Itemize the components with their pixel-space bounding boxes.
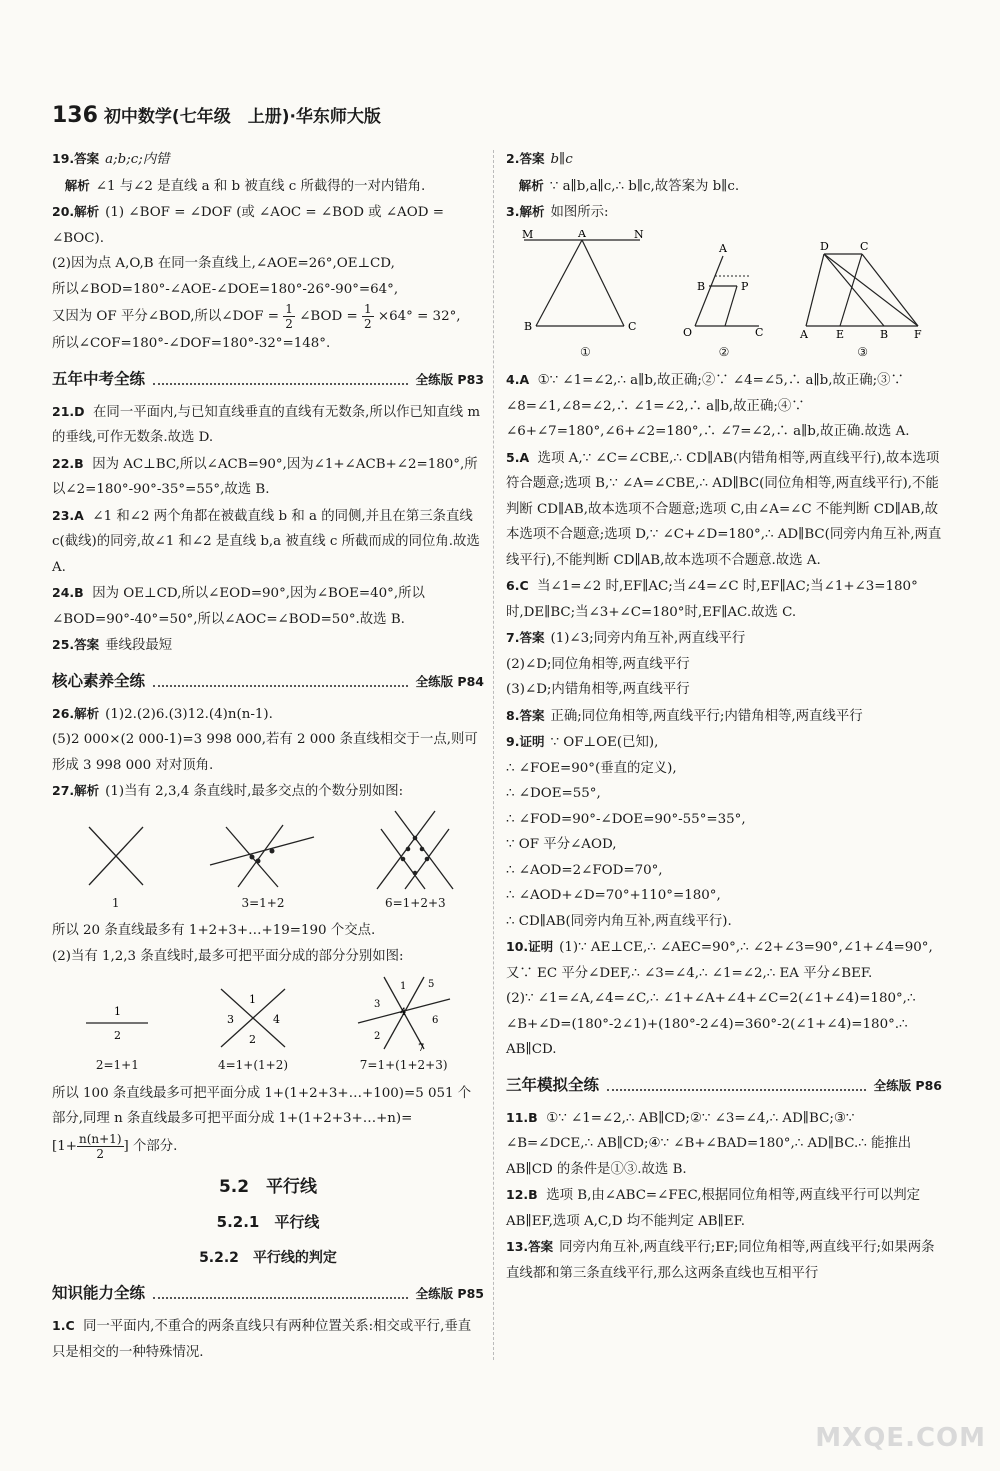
text-line: 又因为 OF 平分∠BOD,所以∠DOF = [52,309,280,324]
answer-text: b∥c [550,152,573,167]
section-ref: 全练版 P84 [415,673,484,689]
svg-text:A: A [799,327,808,340]
q-text: 同一平面内,不重合的两条直线只有两种位置关系:相交或平行,垂直只是相交的一种特殊情况. [52,1319,472,1360]
figure-2-line-regions [213,983,293,1079]
section-ref: 全练版 P85 [415,1286,484,1302]
figure-caption: 3=1+2 [241,895,285,910]
text-line: (1)∠3;同旁内角互补,两直线平行 [550,631,746,646]
text-line: (1)∵ AE⊥CE,∴ ∠AEC=90°,∴ ∠2+∠3=90°,∠1+∠4=90°,又∵ EC 平分∠DEF,∴ ∠3=∠4,∴ ∠1=∠2,∴ EA 平分∠BEF. [506,940,933,981]
q-text: 选项 B,由∠ABC=∠FEC,根据同位角相等,两直线平行可以判定 AB∥EF,选项 A,C,D 均不能判定 AB∥EF. [506,1188,920,1229]
question-22 [52,451,484,503]
analysis-text: ∵ a∥b,a∥c,∴ b∥c,故答案为 b∥c. [549,178,740,194]
svg-text:2: 2 [248,1033,256,1046]
text-line: ∵ OF 平分∠AOD, [506,837,617,852]
question-21 [52,399,484,451]
section-title: 核心素养全练 [52,671,146,690]
text-line: ∴ ∠AOD+∠D=70°+110°=180°, [506,888,721,903]
text-line: ∴ ∠FOE=90°(垂直的定义), [506,760,677,776]
q-number: 7. [506,630,520,645]
svg-text:1: 1 [248,993,256,1006]
q-number: 13. [506,1239,529,1254]
question-9 [506,729,942,934]
proof-tag: 证明 [528,939,554,954]
section-ref: 全练版 P86 [873,1077,942,1093]
analysis-tag: 解析 [519,204,545,219]
text-line: (2)当有 1,2,3 条直线时,最多可把平面分成的部分分别如图: [52,948,404,964]
q-text: 因为 AC⊥BC,所以∠ACB=90°,因为∠1+∠ACB+∠2=180°,所以∠2=180°-90°-35°=55°,故选 B. [52,456,478,497]
one-line-regions-diagram [82,993,152,1053]
svg-text:C: C [859,239,869,253]
svg-text:4: 4 [272,1013,280,1026]
figure-2-lines [81,821,151,917]
frac-den: 2 [285,317,293,331]
text-line: ∵ OF⊥OE(已知), [550,735,659,750]
analysis-tag: 解析 [74,783,100,798]
section-heading-3 [52,1281,484,1307]
question-1 [52,1313,484,1365]
text-line: (3)∠D;内错角相等,两直线平行 [506,682,690,697]
answer-tag: 答案 [519,630,545,645]
question-12 [506,1182,942,1234]
analysis-text: ∠1 与∠2 是直线 a 和 b 被直线 c 所截得的一对内错角. [95,178,426,194]
dot-leader [153,375,408,385]
text-line: ×64° = 32°, [377,309,461,324]
section-title: 三年模拟全练 [506,1075,600,1094]
svg-text:A: A [578,229,587,240]
question-3 [506,199,942,365]
construction-figures [506,230,942,366]
frac-num: 1 [285,302,293,316]
question-4 [506,367,942,445]
q-number: 20. [52,204,75,219]
analysis-tag: 解析 [74,705,100,721]
svg-text:N: N [634,229,644,241]
text-line: (1)2.(2)6.(3)12.(4)n(n-1). [105,706,273,722]
figure-caption: 2=1+1 [95,1058,139,1072]
answer-tag: 答案 [74,151,100,166]
fraction [362,302,374,331]
q-number: 6.C [506,578,529,593]
question-7 [506,625,942,703]
site-watermark: MXQE.COM [815,1423,986,1453]
svg-text:1: 1 [114,1005,122,1018]
text-line: (2)∵ ∠1=∠A,∠4=∠C,∴ ∠1+∠A+∠4+∠C=2(∠1+∠4)=180°,∴ ∠B+∠D=(180°-2∠1)+(180°-2∠4)=360°-2(∠1+∠4)=180°.∴ AB∥CD. [506,991,916,1057]
q-text: 选项 A,∵ ∠C=∠CBE,∴ CD∥AB(内错角相等,两直线平行),故本选项符合题意;选项 B,∵ ∠A=∠CBE,∴ AD∥BC(同位角相等,两直线平行),不能判断 CD∥AB,故本选项不合题意;选项 C,由∠A=∠C 不能判断 CD∥AB,故本选项不合题意;选项 D,∵ ∠C+∠D=180°,∴ AD∥BC(同旁内角互补,两直线平行),不能判断 CD∥AB,故本选项不合题意.故选 A. [506,450,942,568]
svg-text:C: C [754,325,764,339]
proof-tag: 证明 [519,734,545,749]
book-title: 初中数学(七年级 上册)·华东师大版 [103,107,381,127]
svg-text:2: 2 [114,1029,122,1042]
text-line: ∴ ∠DOE=55°, [506,786,601,801]
svg-text:P: P [740,279,749,293]
question-10 [506,934,942,1063]
frac-num: n(n+1) [78,1131,122,1146]
text-line: 所以∠BOD=180°-∠AOE-∠DOE=180°-26°-90°=64°, [52,281,399,297]
q-number: 19. [52,151,75,166]
svg-text:2: 2 [373,1031,381,1042]
q-number: 8. [506,707,520,723]
q-number: 9. [506,734,520,749]
section-heading-2 [52,669,484,695]
fraction [77,1132,124,1161]
four-lines-diagram [375,809,455,891]
svg-text:E: E [835,327,844,340]
question-13 [506,1234,942,1286]
question-11 [506,1105,942,1183]
figure-3-line-regions [354,973,454,1079]
bracket-expression: [1+ $\frac{n(n+1)}{2}$ ] 个部分. [52,1131,178,1161]
q-number: 1.C [52,1318,75,1333]
q-number: 22.B [52,455,84,471]
parallel-construct-diagram [679,240,769,340]
svg-text:O: O [682,325,693,339]
section-heading-4 [506,1073,942,1099]
figure-1 [520,230,650,366]
left-column [52,146,484,1365]
text-line: 所以 20 条直线最多有 1+2+3+…+19=190 个交点. [52,923,376,938]
three-line-regions-diagram [354,973,454,1053]
svg-text:B: B [696,279,706,293]
section-title: 知识能力全练 [52,1284,146,1303]
svg-text:4: 4 [399,1007,407,1018]
q-text: 因为 OE⊥CD,所以∠EOD=90°,因为∠BOE=40°,所以∠BOD=90°-40°=50°,所以∠AOC=∠BOD=50°.故选 B. [52,586,425,627]
figure-2 [679,240,769,366]
q-number: 4.A [506,372,530,387]
q-text: 在同一平面内,与已知直线垂直的直线有无数条,所以作已知直线 m 的垂线,可作无数条.故选 D. [52,404,481,445]
dot-leader [607,1081,866,1091]
dot-leader [153,677,408,687]
answer-tag: 答案 [519,707,545,723]
section-title: 五年中考全练 [52,369,146,388]
svg-text:D: D [819,239,829,253]
two-lines-diagram [81,821,151,891]
q-number: 24.B [52,585,84,600]
question-25 [52,632,484,659]
figure-3 [798,240,928,366]
q-number: 23.A [52,507,84,523]
q-text: ①∵ ∠1=∠2,∴ AB∥CD;②∵ ∠3=∠4,∴ AD∥BC;③∵ ∠B=∠DCE,∴ AB∥CD;④∵ ∠B+∠BAD=180°,∴ AD∥BC.∴ 能推出 AB∥CD 的条件是①③.故选 B. [506,1110,912,1177]
frac-den: 2 [96,1146,105,1161]
region-figures [52,973,484,1079]
svg-text:1: 1 [399,981,407,992]
text-line: (1) ∠BOF = ∠DOF (或 ∠AOC = ∠BOD 或 ∠AOD = ∠BOC). [52,205,444,246]
column-divider [493,150,495,1360]
q-number: 12.B [506,1187,538,1202]
question-26 [52,701,484,779]
section-heading-1 [52,367,484,393]
q-text: ∠1 和∠2 两个角都在被截直线 b 和 a 的同侧,并且在第三条直线 c(截线)的同旁,故∠1 和∠2 是直线 b,a 被直线 c 所截而成的同位角.故选 A. [52,508,480,575]
svg-text:3: 3 [226,1013,234,1026]
two-line-regions-diagram [213,983,293,1053]
subsection-title: 5.2.2 平行线的判定 [199,1249,337,1266]
figure-caption: 1 [111,895,120,910]
figure-caption: 4=1+(1+2) [217,1058,289,1072]
q-number: 27. [52,783,75,798]
svg-text:M: M [522,229,534,241]
q-text: 垂线段最短 [105,638,173,653]
text-line: ∴ CD∥AB(同旁内角互补,两直线平行). [506,913,732,929]
svg-text:B: B [524,319,533,333]
frac-num: 1 [363,302,372,316]
figure-4-lines [375,809,455,917]
svg-text:A: A [718,241,727,255]
q-number: 25. [52,637,75,652]
question-23 [52,503,484,581]
q-number: 3. [506,204,520,219]
figure-caption: 6=1+2+3 [384,895,446,910]
text-line: ∠BOD = [299,309,358,324]
figure-caption: ① [579,344,591,359]
text-line: (2)∠D;同位角相等,两直线平行 [506,656,690,672]
trapezoid-diagram [798,240,928,340]
figure-3-lines [208,821,318,917]
svg-text:6: 6 [431,1015,439,1026]
svg-text:F: F [913,327,922,340]
question-24 [52,580,484,632]
q-text: 正确;同位角相等,两直线平行;内错角相等,两直线平行 [550,708,863,724]
three-lines-diagram [208,821,318,891]
text-line: ∴ ∠AOD=2∠FOD=70°, [506,862,663,878]
question-20 [52,199,484,357]
q-number: 10. [506,939,529,954]
dot-leader [153,1289,408,1299]
q-text: 当∠1=∠2 时,EF∥AC;当∠4=∠C 时,EF∥AC;当∠1+∠3=180°时,DE∥BC;当∠3+∠C=180°时,EF∥AC.故选 C. [506,579,918,620]
figure-caption: 7=1+(1+2+3) [359,1058,448,1072]
question-2 [506,146,942,199]
q-number: 26. [52,705,75,721]
q-number: 2. [506,151,520,166]
bracket-text: 个部分. [132,1138,178,1154]
q-number: 5.A [506,449,530,465]
svg-text:7: 7 [417,1043,425,1053]
text-line: (1)当有 2,3,4 条直线时,最多交点的个数分别如图: [105,784,404,799]
frac-den: 2 [363,317,372,331]
analysis-tag: 解析 [64,177,90,193]
figure-caption: ③ [857,344,869,359]
svg-text:B: B [879,327,888,340]
answer-text: a;b;c;内错 [105,152,170,167]
question-8 [506,703,942,730]
subsection-title: 5.2.1 平行线 [216,1213,320,1231]
right-column [506,146,942,1286]
question-19 [52,146,484,199]
q-number: 11.B [506,1109,538,1125]
answer-tag: 答案 [519,151,545,166]
text-line: 所以 100 条直线最多可把平面分成 1+(1+2+3+…+100)=5 051 个部分,同理 n 条直线最多可把平面分成 1+(1+2+3+…+n)= [52,1085,472,1126]
q-text: 同旁内角互补,两直线平行;EF;同位角相等,两直线平行;如果两条直线都和第三条直线平行,那么这两条直线也互相平行 [506,1240,935,1281]
svg-text:3: 3 [373,999,381,1010]
figure-1-line-regions [82,993,152,1079]
question-27 [52,778,484,1161]
analysis-tag: 解析 [518,177,544,193]
page-number: 136 [52,103,98,128]
triangle-parallel-diagram [520,230,650,340]
text-line: (5)2 000×(2 000-1)=3 998 000,若有 2 000 条直线相交于一点,则可形成 3 998 000 对对顶角. [52,732,478,773]
section-ref: 全练版 P83 [415,371,484,387]
text-line: 所以∠COF=180°-∠DOF=180°-32°=148°. [52,336,331,351]
page-header [52,102,381,128]
q-number: 21.D [52,403,85,419]
chapter-title: 5.2 平行线 [218,1176,318,1197]
fraction [283,302,295,331]
svg-text:C: C [628,319,637,333]
q-text: 如图所示: [550,205,609,220]
svg-text:5: 5 [427,979,435,990]
text-line: ∴ ∠FOD=90°-∠DOE=90°-55°=35°, [506,811,746,827]
question-6 [506,573,942,625]
question-5 [506,445,942,574]
analysis-tag: 解析 [74,204,100,219]
figure-caption: ② [718,344,730,359]
answer-tag: 答案 [74,637,100,652]
answer-tag: 答案 [528,1239,554,1254]
bracket-text: 1+ [57,1138,77,1154]
q-text: ①∵ ∠1=∠2,∴ a∥b,故正确;②∵ ∠4=∠5,∴ a∥b,故正确;③∵ ∠8=∠1,∠8=∠2,∴ ∠1=∠2,∴ a∥b,故正确;④∵ ∠6+∠7=180°,∠6+∠2=180°,∴ ∠7=∠2,∴ a∥b,故正确.故选 A. [506,373,910,439]
text-line: (2)因为点 A,O,B 在同一条直线上,∠AOE=26°,OE⊥CD, [52,256,395,271]
intersection-figures [52,809,484,917]
